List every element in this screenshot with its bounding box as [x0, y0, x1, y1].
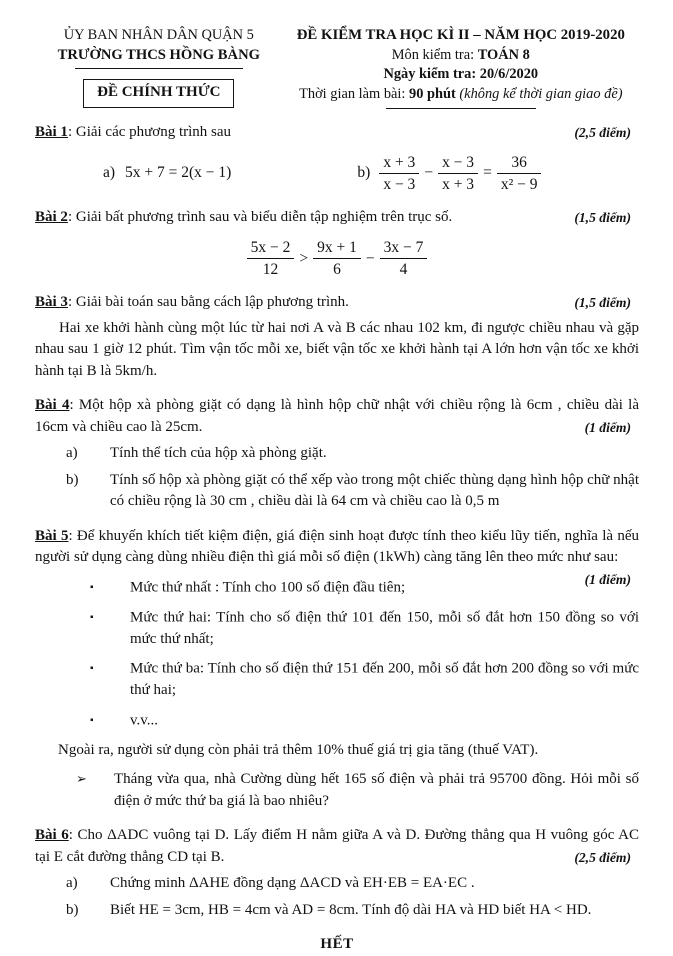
- problem-3: [35, 292, 639, 382]
- problem-1-equations: [35, 153, 639, 194]
- problem-4: [35, 395, 639, 513]
- list-item: [90, 658, 639, 702]
- problem-2-title: : Giải bất phương trình sau và biểu diễn tập nghiệm trên trục số.: [67, 208, 453, 225]
- header-left-block: [35, 26, 283, 109]
- bullet-text: Mức thứ nhất : Tính cho 100 số điện đầu tiên;: [130, 579, 406, 595]
- square-bullet-icon: ▪: [90, 663, 94, 674]
- problem-2-label: Bài 2: [35, 208, 68, 225]
- problem-4-heading: [35, 395, 639, 438]
- problem-6-points: (2,5 điểm): [574, 849, 631, 865]
- item-b-label: b): [66, 471, 79, 488]
- problem-1: [35, 122, 639, 194]
- fraction-denominator: x² − 9: [500, 175, 538, 193]
- math-operator: −: [365, 249, 375, 267]
- end-marker: HẾT: [320, 936, 354, 952]
- official-exam-stamp: ĐỀ CHÍNH THỨC: [83, 79, 234, 108]
- problem-6-heading: [35, 825, 639, 868]
- fraction-numerator: 5x − 2: [247, 238, 295, 259]
- square-bullet-icon: ▪: [90, 714, 94, 726]
- header-right-block: [283, 26, 639, 109]
- bullet-text: v.v...: [130, 712, 159, 728]
- problem-4-item-b-text: Tính số hộp xà phòng giặt có thể xếp vào trong một chiếc thùng dạng hình hộp chữ nhật có chiều rộng là 30 cm , chiều dài là 64 cm và chiều cao là 0,5 m: [110, 471, 639, 509]
- problem-4-points: (1 điểm): [584, 419, 631, 435]
- problem-3-label: Bài 3: [35, 294, 68, 310]
- problem-1-heading: [35, 122, 639, 144]
- arrow-bullet-icon: ➢: [76, 771, 87, 786]
- problem-3-points: (1,5 điểm): [574, 295, 631, 310]
- subject-line: [283, 46, 639, 66]
- fraction-numerator: 9x + 1: [313, 238, 361, 259]
- problem-2-points: (1,5 điểm): [574, 209, 631, 225]
- problem-6: [35, 825, 639, 921]
- duration-note: (không kể thời gian giao đề): [459, 85, 623, 102]
- problem-5-intro: : Để khuyến khích tiết kiệm điện, giá điện sinh hoạt được tính theo kiểu lũy tiến, nghĩa là nếu người sử dụng càng dùng nhiều điện thì giá mỗi số điện (1kWh) càng tăng lên theo mức như sau:: [35, 527, 639, 565]
- item-b-label: b): [66, 901, 79, 918]
- fraction-denominator: 12: [262, 261, 279, 278]
- problem-2-heading: [35, 207, 639, 229]
- duration-value: 90 phút: [409, 85, 460, 102]
- problem-6-intro: : Cho ΔADC vuông tại D. Lấy điểm H nằm giữa A và D. Đường thẳng qua H vuông góc AC tại E cắt đường thẳng CD tại B.: [35, 827, 639, 865]
- list-item: [90, 577, 639, 599]
- organization-name: ỦY BAN NHÂN DÂN QUẬN 5: [63, 27, 254, 43]
- problem-6-item-a-text: Chứng minh ΔAHE đồng dạng ΔACD và EH·EB = EA·EC .: [110, 875, 475, 891]
- equation-1a-expression: 5x + 7 = 2(x − 1): [125, 164, 232, 182]
- item-a-label: a): [66, 875, 78, 891]
- item-a-label: a): [103, 164, 116, 182]
- fraction: [313, 238, 361, 279]
- item-a-label: a): [66, 445, 78, 461]
- exam-title: ĐỀ KIỂM TRA HỌC KÌ II – NĂM HỌC 2019-2020: [296, 27, 625, 43]
- problem-5-question: [76, 768, 639, 812]
- problem-5-points: (1 điểm): [584, 571, 631, 587]
- fraction: [497, 153, 542, 194]
- equation-1b: [357, 153, 541, 194]
- school-name: TRƯỜNG THCS HỒNG BÀNG: [57, 46, 260, 63]
- duration-line: [283, 85, 639, 105]
- problem-5-extra-note: Ngoài ra, người sử dụng còn phải trả thêm 10% thuế giá trị gia tăng (thuế VAT).: [58, 741, 539, 758]
- fraction: [379, 153, 419, 194]
- fraction-denominator: x + 3: [442, 175, 475, 193]
- problem-6-label: Bài 6: [35, 827, 69, 843]
- fraction-denominator: 4: [399, 261, 408, 278]
- problem-3-heading: [35, 292, 639, 314]
- fraction: [380, 238, 428, 279]
- problem-5-question-text: Tháng vừa qua, nhà Cường dùng hết 165 số điện và phải trả 95700 đồng. Hỏi mỗi số điện ở mức thứ ba giá là bao nhiêu?: [114, 771, 639, 809]
- list-item: [90, 710, 639, 732]
- problem-6-item-b: [66, 900, 639, 922]
- exam-header: [35, 26, 639, 109]
- bullet-text: Mức thứ hai: Tính cho số điện thứ 101 đến 150, mỗi số đắt hơn 150 đồng so với mức thứ nhất;: [130, 609, 639, 647]
- problem-6-item-a: [66, 873, 639, 895]
- problem-4-item-b: [66, 470, 639, 513]
- problem-4-intro: : Một hộp xà phòng giặt có dạng là hình hộp chữ nhật với chiều rộng là 6cm , chiều dài là 16cm và chiều cao là 25cm.: [35, 397, 639, 435]
- duration-label: Thời gian làm bài:: [299, 85, 409, 102]
- problem-3-title: : Giải bài toán sau bằng cách lập phương trình.: [67, 294, 349, 310]
- problem-1-title: : Giải các phương trình sau: [67, 124, 232, 140]
- equation-2: [35, 238, 639, 279]
- fraction: [438, 153, 478, 194]
- problem-5: [35, 526, 639, 813]
- fraction-denominator: x − 3: [383, 175, 416, 193]
- problem-4-label: Bài 4: [35, 397, 70, 413]
- subject-value: TOÁN 8: [477, 46, 530, 63]
- item-b-label: b): [357, 163, 371, 181]
- problem-2: [35, 207, 639, 280]
- fraction-numerator: 36: [497, 153, 542, 174]
- problem-5-bullet-list: [35, 577, 639, 732]
- problem-6-item-b-text: Biết HE = 3cm, HB = 4cm và AD = 8cm. Tính độ dài HA và HD biết HA < HD.: [110, 901, 592, 918]
- fraction-numerator: x − 3: [438, 153, 478, 174]
- problem-1-label: Bài 1: [35, 124, 68, 140]
- problem-4-item-a: [66, 443, 639, 465]
- list-item: [90, 607, 639, 651]
- math-operator: −: [424, 164, 434, 182]
- header-right-rule: [386, 108, 536, 109]
- subject-label: Môn kiểm tra:: [391, 46, 478, 63]
- square-bullet-icon: ▪: [90, 581, 94, 593]
- math-operator: =: [483, 164, 492, 182]
- problem-5-label: Bài 5: [35, 527, 69, 544]
- equation-1a: [103, 162, 231, 184]
- problem-3-body: Hai xe khởi hành cùng một lúc từ hai nơi A và B các nhau 102 km, đi ngược chiều nhau và gặp nhau sau 1 giờ 12 phút. Tìm vận tốc mỗi xe, biết vận tốc xe khởi hành tại A lớn hơn vận tốc xe khởi hành tại B là 5km/h.: [35, 319, 639, 379]
- fraction-numerator: 3x − 7: [380, 238, 428, 259]
- square-bullet-icon: ▪: [90, 611, 94, 623]
- bullet-text: Mức thứ ba: Tính cho số điện thứ 151 đến 200, mỗi số đắt hơn 200 đồng so với mức thứ hai;: [130, 660, 639, 698]
- fraction-numerator: x + 3: [379, 153, 419, 174]
- exam-body: [35, 122, 639, 956]
- problem-1-points: (2,5 điểm): [574, 125, 631, 140]
- fraction: [247, 238, 295, 279]
- problem-4-item-a-text: Tính thể tích của hộp xà phòng giặt.: [110, 445, 327, 461]
- math-operator: >: [299, 249, 309, 267]
- fraction-denominator: 6: [333, 261, 341, 278]
- exam-date: Ngày kiểm tra: 20/6/2020: [383, 66, 539, 82]
